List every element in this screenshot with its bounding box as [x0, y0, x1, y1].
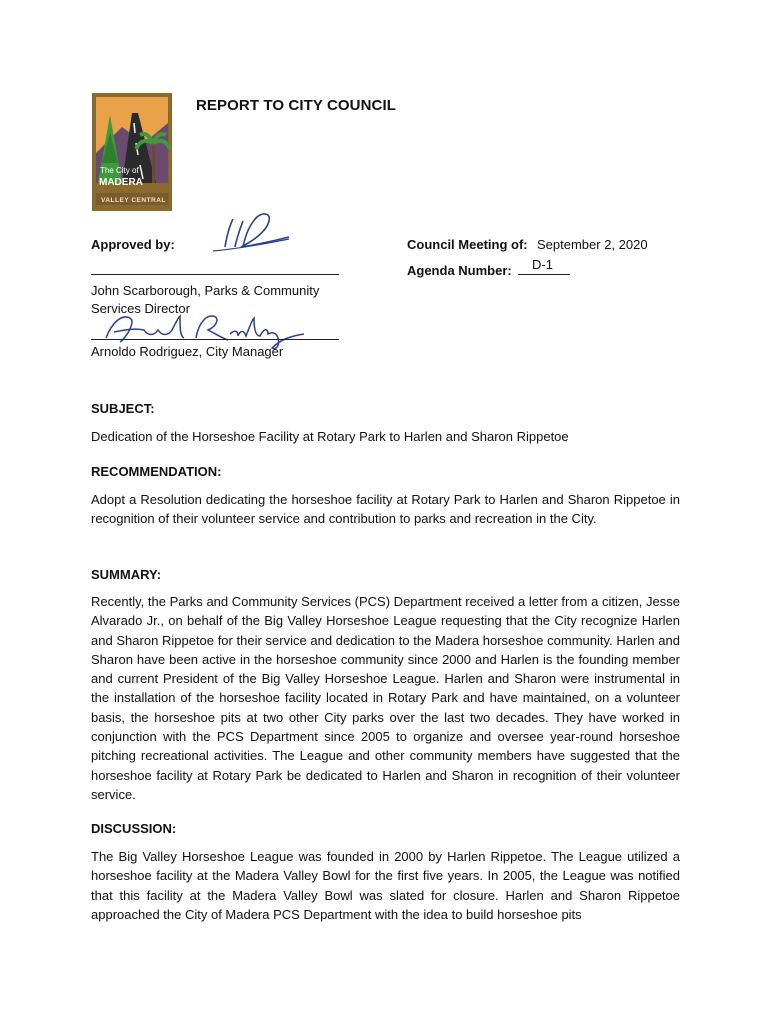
signature-line-2	[91, 339, 339, 340]
report-title: REPORT TO CITY COUNCIL	[196, 97, 396, 114]
summary-heading: SUMMARY:	[91, 567, 162, 582]
discussion-text: The Big Valley Horseshoe League was founded in 2000 by Harlen Rippetoe. The League utilized a horseshoe facility at the Madera Valley Bowl for the first five years. In 2005, the League was notified that this facility at the Madera Valley Bowl was slated for closure. Harlen and Sharon Rippetoe approached the City of Madera PCS Department with the idea to build horseshoe pits	[91, 849, 680, 922]
recommendation-text: Adopt a Resolution dedicating the horseshoe facility at Rotary Park to Harlen and Sharon Rippetoe in recognition of their volunteer service and contribution to parks and recreation in the City.	[91, 492, 680, 527]
logo-small-text: The City of	[100, 166, 139, 175]
agenda-number-value: D-1	[532, 257, 553, 272]
signer-1-name: John Scarborough, Parks & Community Services Director	[91, 283, 320, 316]
agenda-number-underline	[518, 274, 570, 275]
approved-by-label: Approved by:	[91, 237, 175, 252]
signature-line-1	[91, 274, 339, 275]
city-of-madera-logo	[92, 93, 172, 211]
logo-band-text: VALLEY CENTRAL	[101, 197, 166, 204]
discussion-heading: DISCUSSION:	[91, 821, 177, 836]
director-signature	[205, 207, 295, 267]
logo-city-text: MADERA	[99, 177, 143, 188]
subject-text: Dedication of the Horseshoe Facility at Rotary Park to Harlen and Sharon Rippetoe	[91, 429, 569, 444]
recommendation-heading: RECOMMENDATION:	[91, 464, 222, 479]
council-meeting-label: Council Meeting of:	[407, 237, 528, 252]
agenda-number-label: Agenda Number:	[407, 263, 512, 278]
summary-text: Recently, the Parks and Community Services (PCS) Department received a letter from a citizen, Jesse Alvarado Jr., on behalf of the Big Valley Horseshoe League requesting that the City recognize Harlen and Sharon Rippetoe for their service and dedication to the Madera horseshoe community. Harlen and Sharon have been active in the horseshoe community since 2000 and Harlen is the founding member and current President of the Big Valley Horseshoe League. Harlen and Sharon were instrumental in the installation of the horseshoe facility located in Rotary Park and have maintained, on a volunteer basis, the horseshoe pits at two other City parks over the last two decades. They have worked in conjunction with the PCS Department since 2005 to organize and oversee year-round horseshoe pitching recreational activities. The League and other community members have suggested that the horseshoe facility at Rotary Park be dedicated to Harlen and Sharon in recognition of their volunteer service.	[91, 594, 680, 802]
council-meeting-date: September 2, 2020	[537, 237, 648, 252]
signer-2-name: Arnoldo Rodriguez, City Manager	[91, 344, 284, 359]
subject-heading: SUBJECT:	[91, 401, 155, 416]
